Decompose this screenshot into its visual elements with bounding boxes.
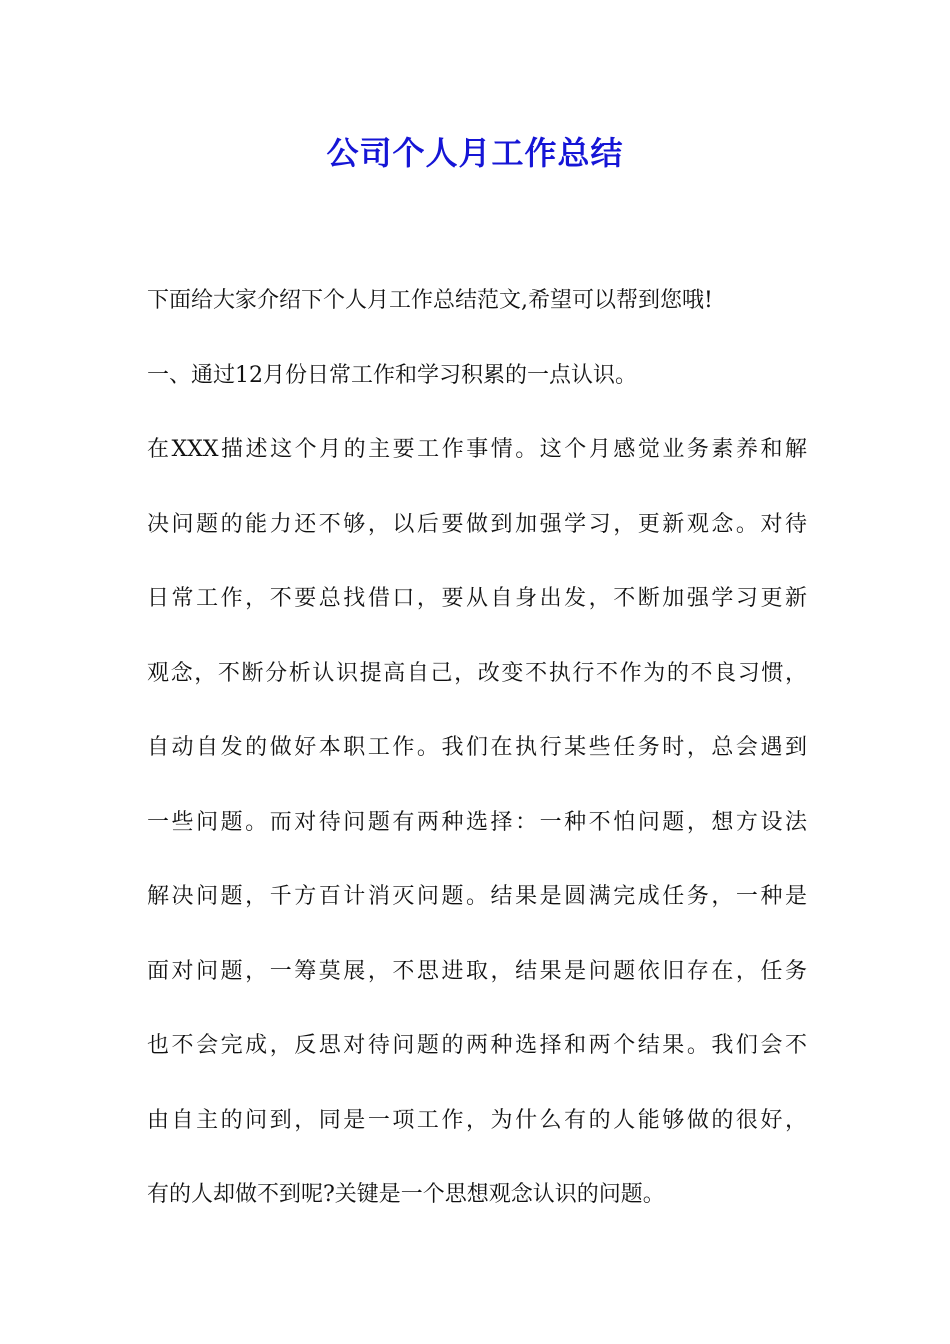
document-body: [147, 264, 807, 1233]
paragraph-intro: 下面给大家介绍下个人月工作总结范文,希望可以帮到您哦!: [147, 288, 713, 313]
paragraph-line: 面对问题，一筹莫展，不思进取，结果是问题依旧存在，任务: [147, 958, 807, 984]
paragraph-line: 也不会完成，反思对待问题的两种选择和两个结果。我们会不: [147, 1033, 807, 1058]
paragraph-line: 解决问题，千方百计消灭问题。结果是圆满完成任务，一种是: [147, 884, 807, 909]
paragraph-line: 由自主的问到，同是一项工作，为什么有的人能够做的很好，: [147, 1107, 807, 1133]
document-title: 公司个人月工作总结: [326, 134, 624, 172]
paragraph-line: 在XXX描述这个月的主要工作事情。这个月感觉业务素养和解: [147, 437, 807, 462]
paragraph-line: 一些问题。而对待问题有两种选择：一种不怕问题，想方设法: [147, 809, 807, 835]
paragraph-line: 日常工作，不要总找借口，要从自身出发，不断加强学习更新: [147, 586, 807, 611]
section-heading-1: 一、通过12月份日常工作和学习积累的一点认识。: [147, 362, 637, 388]
paragraph-line: 观念，不断分析认识提高自己，改变不执行不作为的不良习惯，: [147, 660, 807, 686]
paragraph-line-last: 有的人却做不到呢?关键是一个思想观念认识的问题。: [147, 1182, 665, 1207]
paragraph-line: 自动自发的做好本职工作。我们在执行某些任务时，总会遇到: [147, 735, 807, 760]
paragraph-line: 决问题的能力还不够，以后要做到加强学习，更新观念。对待: [147, 511, 807, 537]
